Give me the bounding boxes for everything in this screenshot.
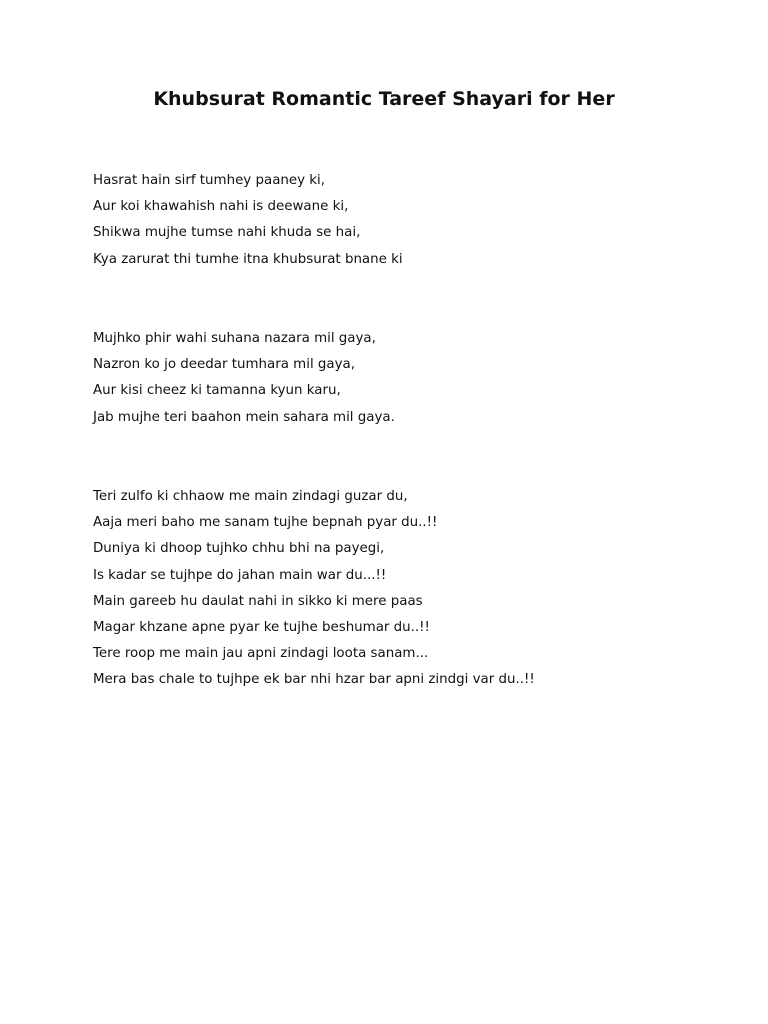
poem-line: Aur koi khawahish nahi is deewane ki, [93, 199, 349, 215]
poem-line: Magar khzane apne pyar ke tujhe beshumar du..!! [93, 619, 430, 635]
poem-line: Jab mujhe teri baahon mein sahara mil gaya. [93, 409, 395, 425]
poem-line: Main gareeb hu daulat nahi in sikko ki mere paas [93, 593, 423, 609]
poem-line: Kya zarurat thi tumhe itna khubsurat bnane ki [93, 251, 403, 267]
poem-line: Teri zulfo ki chhaow me main zindagi guzar du, [93, 489, 408, 504]
poem-line: Aaja meri baho me sanam tujhe bepnah pyar du..!! [93, 515, 438, 531]
stanza-3 [93, 484, 535, 694]
poem-line: Duniya ki dhoop tujhko chhu bhi na payegi, [93, 541, 385, 557]
poem-line: Hasrat hain sirf tumhey paaney ki, [93, 173, 326, 188]
stanza-2 [93, 326, 395, 431]
poem-line: Shikwa mujhe tumse nahi khuda se hai, [93, 225, 361, 241]
poem-line: Mera bas chale to tujhpe ek bar nhi hzar bar apni zindgi var du..!! [93, 672, 535, 688]
poem-line: Mujhko phir wahi suhana nazara mil gaya, [93, 331, 376, 346]
poem-line: Tere roop me main jau apni zindagi loota sanam... [93, 646, 429, 662]
poem-line: Is kadar se tujhpe do jahan main war du...!! [93, 567, 387, 583]
poem-line: Aur kisi cheez ki tamanna kyun karu, [93, 383, 341, 399]
stanza-1 [93, 168, 403, 273]
document-title: Khubsurat Romantic Tareef Shayari for Her [153, 88, 615, 110]
poem-line: Nazron ko jo deedar tumhara mil gaya, [93, 357, 356, 373]
